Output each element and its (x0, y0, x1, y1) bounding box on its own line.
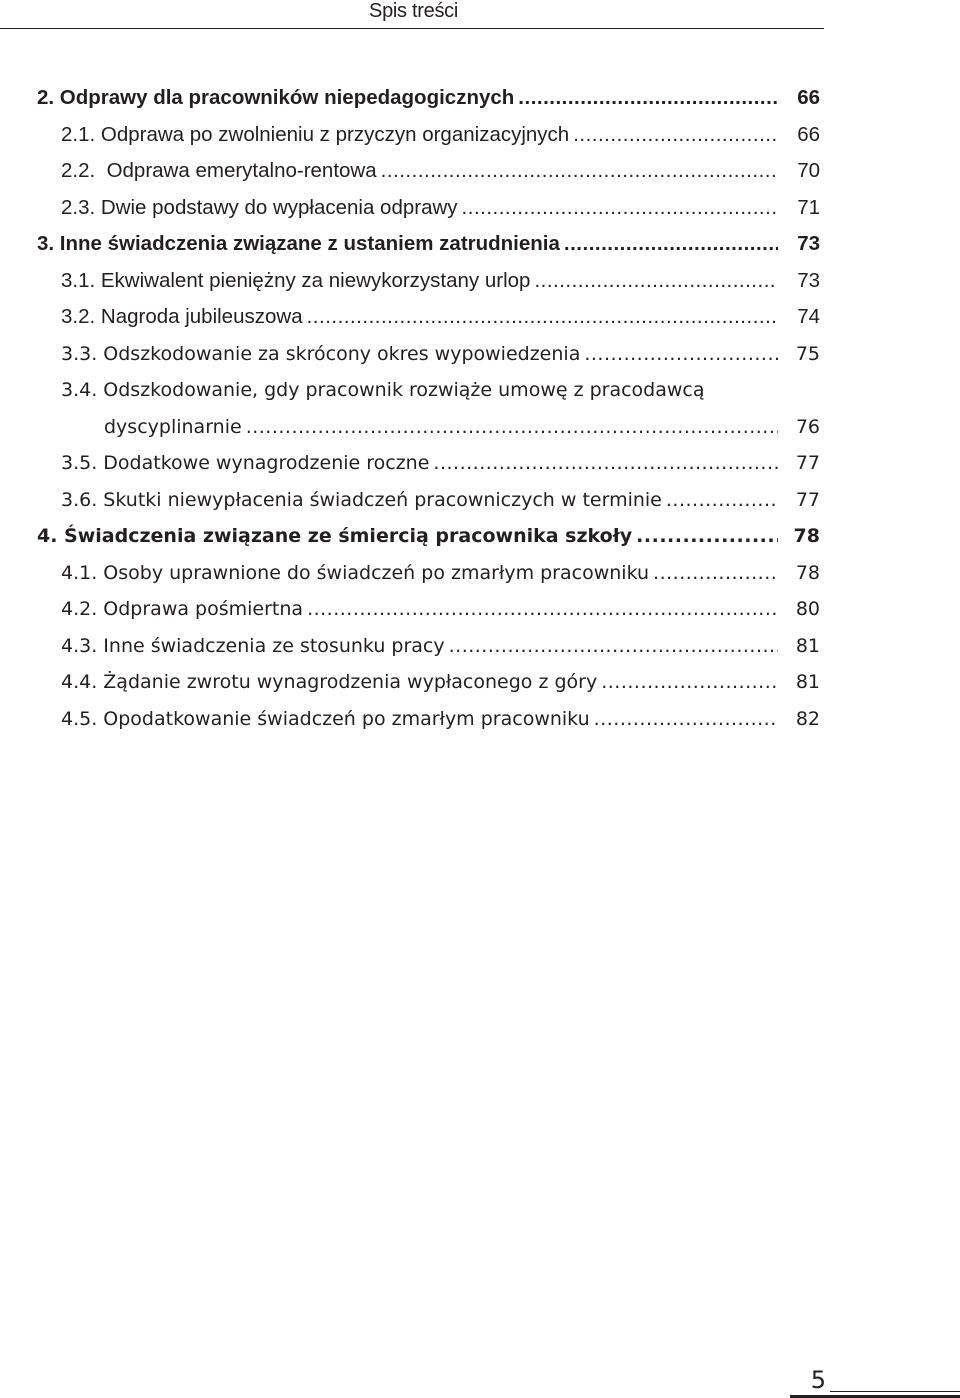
toc-entry-page: 66 (797, 122, 820, 146)
toc-entry-page: 77 (795, 488, 820, 511)
toc-dot-leader (601, 671, 778, 693)
table-of-contents (0, 80, 824, 737)
toc-dot-leader (666, 489, 778, 511)
toc-dot-leader (518, 86, 778, 110)
toc-entry-page: 66 (797, 86, 820, 110)
toc-entry[interactable] (0, 555, 824, 592)
toc-entry-title: 3.1. Ekwiwalent pieniężny za niewykorzystany urlop (61, 268, 531, 292)
toc-dot-leader (564, 232, 778, 256)
toc-entry-title: dyscyplinarnie (104, 415, 242, 438)
toc-entry-page: 81 (795, 634, 820, 657)
toc-entry-title: 3.3. Odszkodowanie za skrócony okres wypowiedzenia (61, 342, 581, 365)
toc-dot-leader (307, 598, 778, 620)
toc-entry[interactable] (0, 482, 824, 519)
toc-entry-title: 2.1. Odprawa po zwolnieniu z przyczyn organizacyjnych (61, 122, 570, 146)
toc-entry-page: 70 (797, 159, 820, 183)
toc-dot-leader (584, 343, 778, 365)
toc-dot-leader (449, 635, 778, 657)
toc-entry-page: 77 (795, 452, 820, 475)
toc-dot-leader (653, 562, 778, 584)
toc-entry[interactable] (0, 628, 824, 665)
footer-rule-thin (830, 1391, 960, 1392)
toc-entry[interactable] (0, 117, 824, 154)
toc-entry-title: 3.6. Skutki niewypłacenia świadczeń pracowniczych w terminie (61, 488, 662, 511)
toc-entry-page: 73 (797, 268, 820, 292)
toc-entry-title: 3.4. Odszkodowanie, gdy pracownik rozwiąże umowę z pracodawcą (61, 379, 705, 402)
toc-entry[interactable] (0, 153, 824, 190)
toc-entry[interactable] (0, 336, 824, 373)
toc-dot-leader (381, 159, 778, 183)
toc-dot-leader (246, 416, 778, 438)
toc-dot-leader (307, 305, 778, 329)
toc-entry-page: 82 (795, 707, 820, 730)
toc-entry-title: 4.1. Osoby uprawnione do świadczeń po zmarłym pracowniku (61, 561, 650, 584)
toc-entry-title: 2.3. Dwie podstawy do wypłacenia odprawy (61, 195, 458, 219)
toc-entry-title: 3.5. Dodatkowe wynagrodzenie roczne (61, 452, 430, 475)
toc-entry-page: 81 (795, 671, 820, 694)
toc-entry-page: 73 (797, 232, 820, 256)
running-header (0, 0, 824, 29)
toc-entry-title: 2.2. Odprawa emerytalno-rentowa (61, 159, 377, 183)
toc-entry-title: 4. Świadczenia związane ze śmiercią pracownika szkoły (37, 525, 633, 548)
toc-dot-leader (462, 196, 778, 220)
toc-dot-leader (433, 452, 778, 474)
toc-entry-title: 4.4. Żądanie zwrotu wynagrodzenia wypłaconego z góry (61, 671, 598, 694)
toc-dot-leader (594, 708, 778, 730)
toc-entry-title: 2. Odprawy dla pracowników niepedagogicznych (37, 86, 515, 110)
toc-entry[interactable] (0, 226, 824, 263)
toc-entry-title: 3.2. Nagroda jubileuszowa (61, 305, 303, 329)
toc-entry-page: 71 (797, 195, 820, 219)
toc-entry-title: 3. Inne świadczenia związane z ustaniem zatrudnienia (37, 232, 560, 256)
toc-entry-title: 4.3. Inne świadczenia ze stosunku pracy (61, 634, 445, 657)
toc-entry-title: 4.2. Odprawa pośmiertna (61, 598, 304, 621)
toc-entry-page: 75 (795, 342, 820, 365)
toc-entry[interactable] (0, 591, 824, 628)
toc-entry[interactable] (0, 445, 824, 482)
toc-entry-page: 74 (797, 305, 820, 329)
toc-entry[interactable] (0, 190, 824, 227)
toc-entry[interactable] (0, 80, 824, 117)
toc-entry-page: 78 (795, 561, 820, 584)
toc-entry-page: 80 (795, 598, 820, 621)
toc-dot-leader (534, 269, 778, 293)
toc-entry-continuation[interactable] (0, 409, 824, 446)
toc-dot-leader (573, 123, 778, 147)
page-number: 5 (810, 1366, 826, 1394)
toc-entry-page: 76 (795, 415, 820, 438)
toc-entry[interactable] (0, 372, 824, 409)
toc-entry[interactable] (0, 701, 824, 738)
toc-dot-leader (636, 525, 778, 547)
toc-entry-page: 78 (793, 525, 820, 548)
running-header-title: Spis treści (369, 0, 458, 22)
toc-entry[interactable] (0, 664, 824, 701)
toc-entry-title: 4.5. Opodatkowanie świadczeń po zmarłym pracowniku (61, 707, 590, 730)
toc-entry[interactable] (0, 263, 824, 300)
toc-entry[interactable] (0, 518, 824, 555)
page-footer (790, 1362, 960, 1398)
toc-entry[interactable] (0, 299, 824, 336)
